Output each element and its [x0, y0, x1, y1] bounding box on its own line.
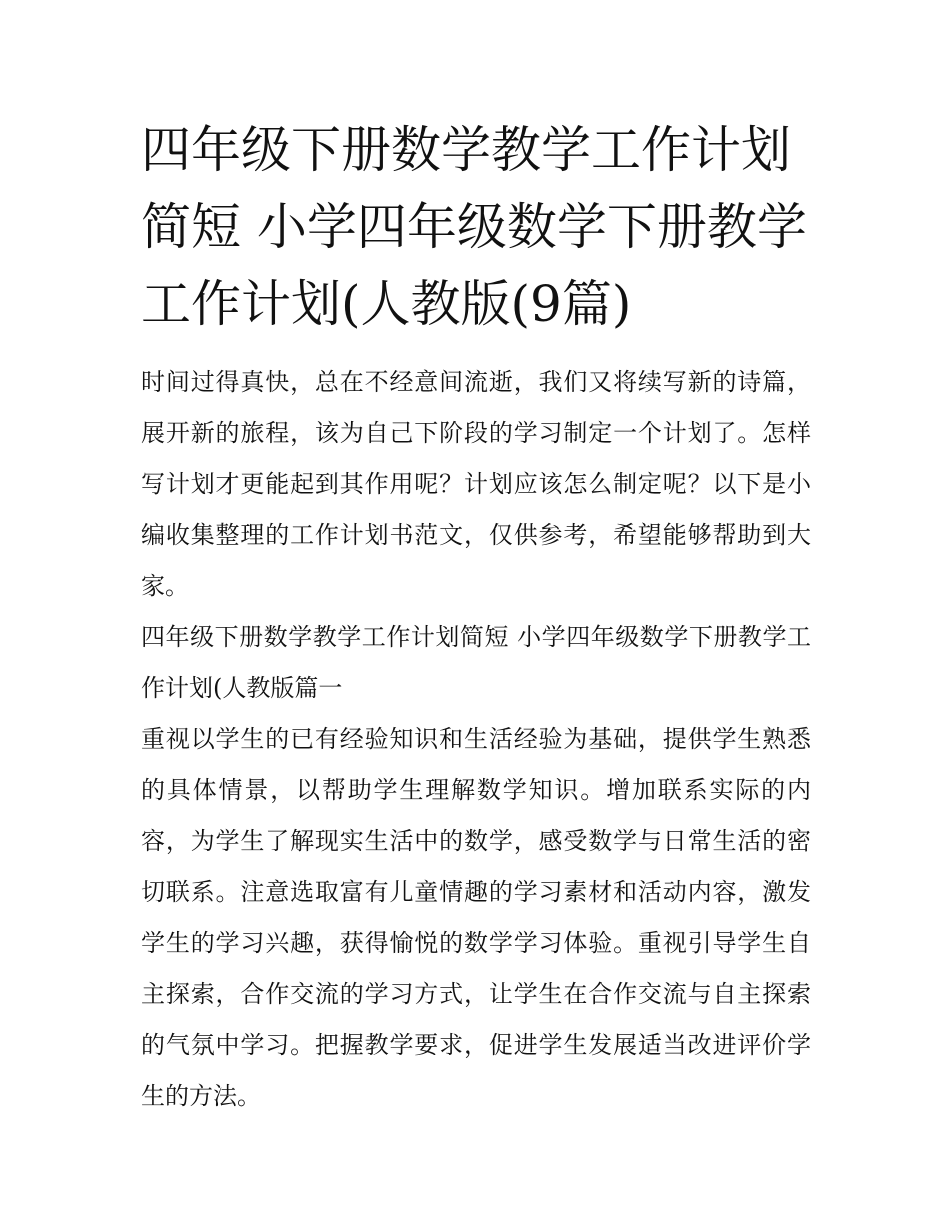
document-content — [141, 112, 811, 1122]
body-paragraph: 重视以学生的已有经验知识和生活经验为基础，提供学生熟悉的具体情景，以帮助学生理解数学知识。增加联系实际的内容，为学生了解现实生活中的数学，感受数学与日常生活的密切联系。注意选取富有儿童情趣的学习素材和活动内容，激发学生的学习兴趣，获得愉悦的数学学习体验。重视引导学生自主探索，合作交流的学习方式，让学生在合作交流与自主探索的气氛中学习。把握教学要求，促进学生发展适当改进评价学生的方法。 — [141, 725, 811, 1110]
document-title: 四年级下册数学教学工作计划简短 小学四年级数学下册教学工作计划(人教版(9篇) — [141, 121, 807, 333]
section-heading: 四年级下册数学教学工作计划简短 小学四年级数学下册教学工作计划(人教版篇一 — [141, 623, 811, 702]
intro-paragraph: 时间过得真快，总在不经意间流逝，我们又将续写新的诗篇，展开新的旅程，该为自己下阶段的学习制定一个计划了。怎样写计划才更能起到其作用呢？计划应该怎么制定呢？以下是小编收集整理的工作计划书范文，仅供参考，希望能够帮助到大家。 — [141, 368, 811, 600]
